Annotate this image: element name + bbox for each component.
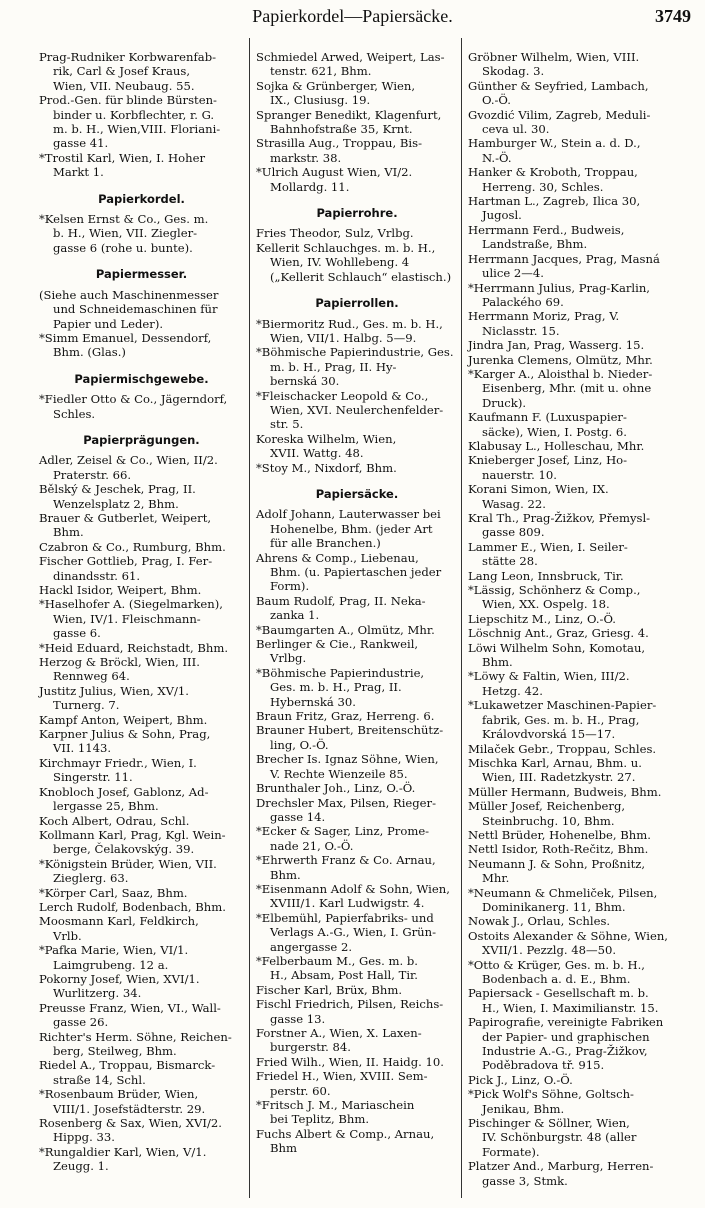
entry-continuation-line: Hohenelbe, Bhm. (jeder Art xyxy=(270,521,433,536)
entry-continuation-line: Ges. m. b. H., Prag, II. xyxy=(270,680,402,695)
entry-line: Richter's Herm. Söhne, Reichen- xyxy=(39,1029,232,1044)
entry-continuation-line: Jugosl. xyxy=(482,208,522,223)
entry-line: *Lässig, Schönherz & Comp., xyxy=(468,583,641,598)
entry-continuation-line: Bhm. xyxy=(270,867,301,882)
section-heading: Papiermesser. xyxy=(95,267,188,282)
entry-line: *Kelsen Ernst & Co., Ges. m. xyxy=(39,212,209,227)
entry-continuation-line: Formate). xyxy=(482,1144,540,1159)
column-divider xyxy=(249,38,250,1198)
entry-line: Neumann J. & Sohn, Proßnitz, xyxy=(468,856,646,871)
entry-continuation-line: gasse 41. xyxy=(53,136,109,151)
entry-continuation-line: m. b. H., Wien,VIII. Floriani- xyxy=(53,122,221,137)
entry-line: Sojka & Grünberger, Wien, xyxy=(256,78,416,93)
entry-line: Nowak J., Orlau, Schles. xyxy=(468,914,611,929)
entry-continuation-line: nauerstr. 10. xyxy=(482,467,557,482)
entry-continuation-line: Poděbradova tř. 915. xyxy=(482,1058,605,1073)
entry-continuation-line: V. Rechte Wienzeile 85. xyxy=(270,766,408,781)
entry-line: *Löwy & Faltin, Wien, III/2. xyxy=(468,669,630,684)
entry-line: Fuchs Albert & Comp., Arnau, xyxy=(256,1126,435,1141)
entry-line: Fischl Friedrich, Pilsen, Reichs- xyxy=(256,997,444,1012)
entry-continuation-line: Wenzelsplatz 2, Bhm. xyxy=(53,496,179,511)
entry-continuation-line: ulice 2—4. xyxy=(482,266,544,281)
entry-continuation-line: str. 5. xyxy=(270,417,304,432)
entry-continuation-line: lergasse 25, Bhm. xyxy=(53,799,159,814)
entry-line: Knobloch Josef, Gablonz, Ad- xyxy=(39,784,209,799)
entry-continuation-line: gasse 3, Stmk. xyxy=(482,1173,568,1188)
entry-continuation-line: Hippg. 33. xyxy=(53,1130,115,1145)
entry-continuation-line: Singerstr. 11. xyxy=(53,770,133,785)
entry-continuation-line: Verlags A.-G., Wien, I. Grün- xyxy=(270,925,436,940)
entry-continuation-line: Laimgrubeng. 12 a. xyxy=(53,957,169,972)
entry-line: *Karger A., Aloisthal b. Nieder- xyxy=(468,366,653,381)
entry-line: *Simm Emanuel, Dessendorf, xyxy=(39,330,212,345)
page-number: 3749 xyxy=(655,6,691,26)
entry-continuation-line: gasse 13. xyxy=(270,1011,326,1026)
entry-line: Kaufmann F. (Luxuspapier- xyxy=(468,410,627,425)
entry-continuation-line: fabrik, Ges. m. b. H., Prag, xyxy=(482,712,640,727)
entry-continuation-line: gasse 6 (rohe u. bunte). xyxy=(53,240,193,255)
entry-line: Fischer Gottlieb, Prag, I. Fer- xyxy=(39,554,213,569)
entry-line: Lammer E., Wien, I. Seiler- xyxy=(468,539,628,554)
entry-line: *Biermoritz Rud., Ges. m. b. H., xyxy=(256,316,443,331)
entry-continuation-line: und Schneidemaschinen für xyxy=(53,302,218,317)
entry-line: Prod.-Gen. für blinde Bürsten- xyxy=(39,93,217,108)
entry-continuation-line: Niclasstr. 15. xyxy=(482,323,560,338)
column-left xyxy=(39,50,244,1174)
entry-line: Kral Th., Prag-Žižkov, Přemysl- xyxy=(468,511,651,525)
section-heading: Papierrohre. xyxy=(316,206,398,221)
column-divider xyxy=(461,38,462,1198)
entry-continuation-line: nade 21, O.-Ö. xyxy=(270,838,354,853)
entry-continuation-line: ling, O.-Ö. xyxy=(270,737,329,752)
entry-continuation-line: dinandsstr. 61. xyxy=(53,568,141,583)
section-heading: Papierprägungen. xyxy=(83,432,200,447)
entry-continuation-line: Form). xyxy=(270,579,310,594)
entry-continuation-line: Markt 1. xyxy=(53,165,104,180)
entry-continuation-line: säcke), Wien, I. Postg. 6. xyxy=(482,424,627,439)
entry-continuation-line: gasse 6. xyxy=(53,626,101,641)
entry-continuation-line: Druck). xyxy=(482,395,527,410)
entry-continuation-line: der Papier- und graphischen xyxy=(482,1029,650,1044)
entry-continuation-line: H., Wien, I. Maximilianstr. 15. xyxy=(482,1000,659,1015)
entry-line: Herzog & Bröckl, Wien, III. xyxy=(39,655,200,670)
entry-line: Moosmann Karl, Feldkirch, xyxy=(39,914,199,929)
entry-line: *Königstein Brüder, Wien, VII. xyxy=(39,856,217,871)
entry-line: *Pafka Marie, Wien, VI/1. xyxy=(39,943,189,958)
entry-continuation-line: Wien, IV. Wohllebeng. 4 xyxy=(270,255,410,270)
entry-line: *Fiedler Otto & Co., Jägerndorf, xyxy=(39,392,228,407)
entry-continuation-line: bei Teplitz, Bhm. xyxy=(270,1112,370,1127)
entry-line: Hackl Isidor, Weipert, Bhm. xyxy=(39,583,202,597)
entry-continuation-line: straße 14, Schl. xyxy=(53,1072,146,1087)
entry-line: *Körper Carl, Saaz, Bhm. xyxy=(39,885,188,900)
entry-line: Löwi Wilhelm Sohn, Komotau, xyxy=(468,640,646,655)
entry-line: Klabusay L., Holleschau, Mhr. xyxy=(468,438,645,453)
entry-continuation-line: Mollardg. 11. xyxy=(270,179,350,194)
entry-line: Hamburger W., Stein a. d. D., xyxy=(468,136,641,151)
entry-continuation-line: Wien, XVI. Neulerchenfelder- xyxy=(270,402,444,417)
entry-continuation-line: O.-Ö. xyxy=(482,93,511,108)
entry-continuation-line: tenstr. 621, Bhm. xyxy=(270,64,372,79)
entry-line: Günther & Seyfried, Lambach, xyxy=(468,78,649,93)
entry-line: *Trostil Karl, Wien, I. Hoher xyxy=(39,150,205,165)
entry-line: *Ecker & Sager, Linz, Prome- xyxy=(256,824,430,839)
entry-line: *Heid Eduard, Reichstadt, Bhm. xyxy=(39,640,229,655)
entry-line: Jurenka Clemens, Olmütz, Mhr. xyxy=(468,352,653,367)
entry-line: *Böhmische Papierindustrie, Ges. xyxy=(256,345,454,360)
entry-line: Platzer And., Marburg, Herren- xyxy=(468,1159,654,1174)
entry-continuation-line: Bhm xyxy=(270,1141,297,1156)
entry-line: Fried Wilh., Wien, II. Haidg. 10. xyxy=(256,1054,444,1069)
entry-line: Brauner Hubert, Breitenschütz- xyxy=(256,723,444,738)
entry-continuation-line: Hetzg. 42. xyxy=(482,683,543,698)
entry-continuation-line: Herreng. 30, Schles. xyxy=(482,179,604,194)
entry-line: Milaček Gebr., Troppau, Schles. xyxy=(468,741,657,756)
column-right xyxy=(468,50,691,1188)
entry-continuation-line: Palackého 69. xyxy=(482,294,564,309)
entry-continuation-line: gasse 809. xyxy=(482,525,545,540)
entry-continuation-line: N.-Ö. xyxy=(482,150,512,165)
entry-continuation-line: XVII. Wattg. 48. xyxy=(270,446,364,461)
entry-line: *Eisenmann Adolf & Sohn, Wien, xyxy=(256,881,450,896)
entry-line: Adler, Zeisel & Co., Wien, II/2. xyxy=(39,453,218,468)
entry-continuation-line: für alle Branchen.) xyxy=(270,536,381,551)
entry-line: Kollmann Karl, Prag, Kgl. Wein- xyxy=(39,827,226,842)
entry-line: Mischka Karl, Arnau, Bhm. u. xyxy=(468,755,642,770)
entry-continuation-line: Bodenbach a. d. E., Bhm. xyxy=(482,972,631,986)
entry-line: Brauer & Gutberlet, Weipert, xyxy=(39,510,212,525)
entry-continuation-line: Wien, VII/1. Halbg. 5—9. xyxy=(270,330,417,345)
entry-line: Hanker & Kroboth, Troppau, xyxy=(468,165,638,180)
entry-line: Papirografie, vereinigte Fabriken xyxy=(468,1015,664,1030)
entry-line: Justitz Julius, Wien, XV/1. xyxy=(39,683,189,698)
entry-line: *Neumann & Chmeliček, Pilsen, xyxy=(468,885,658,900)
entry-line: *Lukawetzer Maschinen-Papier- xyxy=(468,698,657,713)
entry-continuation-line: m. b. H., Prag, II. Hy- xyxy=(270,359,397,374)
entry-continuation-line: stätte 28. xyxy=(482,554,538,569)
entry-continuation-line: gasse 14. xyxy=(270,809,326,824)
entry-continuation-line: rik, Carl & Josef Kraus, xyxy=(53,64,191,79)
entry-continuation-line: Vrlbg. xyxy=(270,651,307,666)
entry-line: Müller Josef, Reichenberg, xyxy=(468,799,626,814)
entry-line: Rosenberg & Sax, Wien, XVI/2. xyxy=(39,1116,222,1131)
entry-line: *Böhmische Papierindustrie, xyxy=(256,665,425,680)
entry-line: Karpner Julius & Sohn, Prag, xyxy=(39,727,211,742)
entry-continuation-line: VII. 1143. xyxy=(53,741,112,756)
entry-line: Nettl Brüder, Hohenelbe, Bhm. xyxy=(468,827,651,842)
entry-continuation-line: Skodag. 3. xyxy=(482,64,545,79)
entry-line: Gröbner Wilhelm, Wien, VIII. xyxy=(468,50,640,64)
entry-line: *Elbemühl, Papierfabriks- und xyxy=(256,910,434,925)
entry-line: *Stoy M., Nixdorf, Bhm. xyxy=(256,460,397,475)
entry-line: *Ehrwerth Franz & Co. Arnau, xyxy=(256,853,436,868)
entry-continuation-line: XVIII/1. Karl Ludwigstr. 4. xyxy=(270,896,425,911)
entry-line: *Felberbaum M., Ges. m. b. xyxy=(256,953,418,968)
entry-continuation-line: VIII/1. Josefstädterstr. 29. xyxy=(53,1101,206,1116)
entry-continuation-line: Wien, III. Radetzkystr. 27. xyxy=(482,770,636,785)
entry-line: (Siehe auch Maschinenmesser xyxy=(39,287,219,302)
entry-line: Preusse Franz, Wien, VI., Wall- xyxy=(39,1000,221,1015)
entry-continuation-line: H., Absam, Post Hall, Tir. xyxy=(270,968,418,983)
entry-line: Herrmann Moriz, Prag, V. xyxy=(468,309,620,324)
entry-continuation-line: burgerstr. 84. xyxy=(270,1040,351,1055)
entry-continuation-line: b. H., Wien, VII. Ziegler- xyxy=(53,226,198,241)
entry-continuation-line: Královdvorská 15—17. xyxy=(482,727,616,742)
entry-continuation-line: Hybernská 30. xyxy=(270,694,356,709)
entry-continuation-line: Schles. xyxy=(53,406,96,421)
entry-continuation-line: berge, Čelakovskýg. 39. xyxy=(53,842,195,857)
entry-continuation-line: bernská 30. xyxy=(270,374,340,389)
entry-continuation-line: Turnerg. 7. xyxy=(53,698,120,713)
entry-line: Strasilla Aug., Troppau, Bis- xyxy=(256,136,422,151)
entry-line: Lang Leon, Innsbruck, Tir. xyxy=(468,568,624,583)
entry-line: Pokorny Josef, Wien, XVI/1. xyxy=(39,971,200,986)
entry-line: Prag-Rudniker Korbwarenfab- xyxy=(39,50,217,64)
entry-line: Lerch Rudolf, Bodenbach, Bhm. xyxy=(39,899,226,914)
entry-continuation-line: Bhm. (u. Papiertaschen jeder xyxy=(270,565,442,579)
entry-line: Koch Albert, Odrau, Schl. xyxy=(39,813,190,828)
entry-line: Ostoits Alexander & Söhne, Wien, xyxy=(468,928,668,943)
entry-line: Gvozdić Vilim, Zagreb, Meduli- xyxy=(468,107,651,122)
entry-line: Berlinger & Cie., Rankweil, xyxy=(256,637,419,652)
entry-continuation-line: XVII/1. Pezzlg. 48—50. xyxy=(482,943,617,958)
entry-continuation-line: Wurlitzerg. 34. xyxy=(53,986,142,1001)
section-heading: Papierkordel. xyxy=(98,191,185,206)
entry-continuation-line: Zeugg. 1. xyxy=(53,1159,109,1174)
entry-line: Papiersack - Gesellschaft m. b. xyxy=(468,986,649,1001)
entry-line: Riedel A., Troppau, Bismarck- xyxy=(39,1058,216,1073)
section-heading: Papierrollen. xyxy=(315,296,399,311)
entry-continuation-line: IV. Schönburgstr. 48 (aller xyxy=(482,1130,637,1145)
entry-line: Kellerit Schlauchges. m. b. H., xyxy=(256,240,436,255)
entry-line: Brecher Is. Ignaz Söhne, Wien, xyxy=(256,752,439,767)
entry-line: *Otto & Krüger, Ges. m. b. H., xyxy=(468,957,645,972)
entry-line: *Baumgarten A., Olmütz, Mhr. xyxy=(256,622,435,637)
entry-continuation-line: Mhr. xyxy=(482,871,510,886)
column-middle xyxy=(256,50,458,1156)
entry-continuation-line: Dominikanerg. 11, Bhm. xyxy=(482,899,626,914)
entry-line: Jindra Jan, Prag, Wasserg. 15. xyxy=(468,338,645,353)
entry-line: Bělský & Jeschek, Prag, II. xyxy=(39,482,196,497)
entry-continuation-line: Papier und Leder). xyxy=(53,316,164,331)
entry-continuation-line: Bahnhofstraße 35, Krnt. xyxy=(270,122,413,137)
entry-line: Löschnig Ant., Graz, Griesg. 4. xyxy=(468,626,649,641)
entry-continuation-line: angergasse 2. xyxy=(270,939,353,954)
entry-line: Herrmann Jacques, Prag, Masná xyxy=(468,251,660,266)
entry-continuation-line: Wien, XX. Ospelg. 18. xyxy=(482,597,610,612)
entry-line: Kampf Anton, Weipert, Bhm. xyxy=(39,712,208,727)
entry-line: Adolf Johann, Lauterwasser bei xyxy=(256,507,441,522)
entry-line: Ahrens & Comp., Liebenau, xyxy=(256,550,419,565)
entry-continuation-line: Praterstr. 66. xyxy=(53,467,132,482)
entry-line: *Rosenbaum Brüder, Wien, xyxy=(39,1087,199,1102)
section-heading: Papiersäcke. xyxy=(315,486,399,501)
entry-line: *Pick Wolf's Söhne, Goltsch- xyxy=(468,1087,634,1102)
entry-continuation-line: Bhm. xyxy=(482,655,513,670)
entry-continuation-line: Industrie A.-G., Prag-Žižkov, xyxy=(482,1044,648,1059)
entry-continuation-line: Bhm. xyxy=(53,525,84,540)
entry-continuation-line: markstr. 38. xyxy=(270,150,342,165)
entry-line: *Fritsch J. M., Mariaschein xyxy=(256,1098,415,1113)
entry-line: *Herrmann Julius, Prag-Karlin, xyxy=(468,280,650,295)
entry-continuation-line: Landstraße, Bhm. xyxy=(482,237,588,252)
entry-line: Koreska Wilhelm, Wien, xyxy=(256,431,397,446)
entry-line: Braun Fritz, Graz, Herreng. 6. xyxy=(256,709,435,724)
entry-line: Herrmann Ferd., Budweis, xyxy=(468,222,625,237)
entry-continuation-line: Wien, VII. Neubaug. 55. xyxy=(53,78,195,93)
entry-continuation-line: gasse 26. xyxy=(53,1015,109,1030)
entry-line: Nettl Isidor, Roth-Rečitz, Bhm. xyxy=(468,842,649,857)
entry-line: *Ulrich August Wien, VI/2. xyxy=(256,165,413,180)
page-title: Papierkordel—Papiersäcke. xyxy=(252,6,453,26)
entry-line: Drechsler Max, Pilsen, Rieger- xyxy=(256,795,437,810)
entry-continuation-line: Rennweg 64. xyxy=(53,669,130,684)
entry-continuation-line: Vrlb. xyxy=(53,928,82,943)
entry-continuation-line: Jenikau, Bhm. xyxy=(482,1101,565,1116)
entry-line: Brunthaler Joh., Linz, O.-Ö. xyxy=(256,781,416,796)
entry-line: Knieberger Josef, Linz, Ho- xyxy=(468,453,628,468)
section-heading: Papiermischgewebe. xyxy=(74,371,209,386)
entry-line: *Haselhofer A. (Siegelmarken), xyxy=(39,597,223,612)
entry-line: Kirchmayr Friedr., Wien, I. xyxy=(39,755,197,770)
entry-continuation-line: IX., Clusiusg. 19. xyxy=(270,93,371,108)
entry-continuation-line: („Kellerit Schlauch“ elastisch.) xyxy=(270,269,452,284)
entry-line: Fischer Karl, Brüx, Bhm. xyxy=(256,982,403,997)
entry-continuation-line: ceva ul. 30. xyxy=(482,122,550,137)
entry-continuation-line: binder u. Korbflechter, r. G. xyxy=(53,107,215,122)
entry-line: Spranger Benedikt, Klagenfurt, xyxy=(256,107,442,122)
entry-continuation-line: Wasag. 22. xyxy=(482,496,546,511)
entry-continuation-line: Eisenberg, Mhr. (mit u. ohne xyxy=(482,381,652,396)
entry-continuation-line: Steinbruchg. 10, Bhm. xyxy=(482,813,615,828)
entry-line: *Fleischacker Leopold & Co., xyxy=(256,388,429,403)
entry-continuation-line: Bhm. (Glas.) xyxy=(53,345,126,360)
entry-line: Czabron & Co., Rumburg, Bhm. xyxy=(39,539,226,554)
entry-continuation-line: perstr. 60. xyxy=(270,1083,331,1098)
entry-continuation-line: Wien, IV/1. Fleischmann- xyxy=(53,611,201,626)
entry-line: Schmiedel Arwed, Weipert, Las- xyxy=(256,50,445,64)
entry-continuation-line: Zieglerg. 63. xyxy=(53,871,129,886)
entry-line: Müller Hermann, Budweis, Bhm. xyxy=(468,784,662,799)
entry-continuation-line: zanka 1. xyxy=(270,608,320,623)
entry-line: Forstner A., Wien, X. Laxen- xyxy=(256,1026,422,1040)
page-header xyxy=(0,4,705,30)
entry-line: Friedel H., Wien, XVIII. Sem- xyxy=(256,1069,428,1084)
entry-line: Fries Theodor, Sulz, Vrlbg. xyxy=(256,226,414,241)
entry-line: *Rungaldier Karl, Wien, V/1. xyxy=(39,1144,207,1159)
entry-line: Hartman L., Zagreb, Ilica 30, xyxy=(468,194,641,209)
entry-line: Baum Rudolf, Prag, II. Neka- xyxy=(256,593,426,608)
entry-line: Liepschitz M., Linz, O.-Ö. xyxy=(468,611,616,626)
entry-line: Pick J., Linz, O.-Ö. xyxy=(468,1072,573,1087)
entry-line: Korani Simon, Wien, IX. xyxy=(468,482,609,497)
entry-continuation-line: berg, Steilweg, Bhm. xyxy=(53,1044,177,1058)
entry-line: Pischinger & Söllner, Wien, xyxy=(468,1116,630,1131)
